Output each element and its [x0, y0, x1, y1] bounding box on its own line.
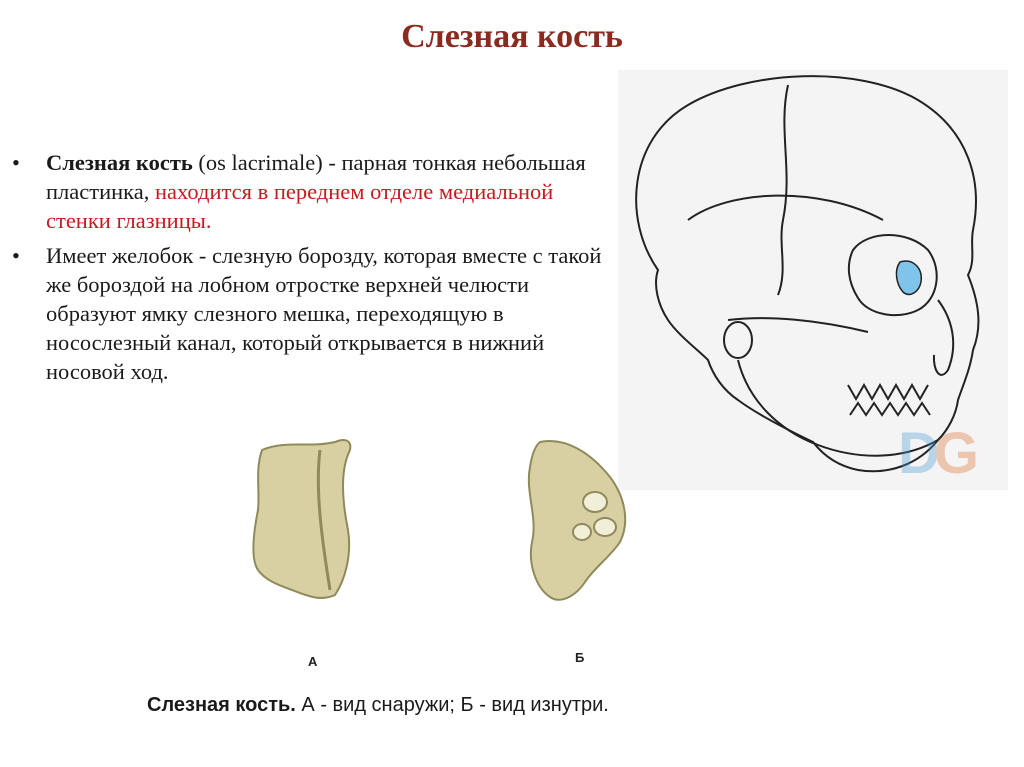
- term-bold: Слезная кость: [46, 150, 193, 175]
- lacrimal-bone-outer-view: [240, 430, 370, 610]
- location-highlight: находится в переднем отделе медиальной стенки глазницы.: [46, 179, 554, 233]
- lacrimal-bone-highlight: [896, 261, 921, 294]
- figure-label-b: Б: [575, 650, 585, 665]
- bullet-marker: •: [12, 243, 20, 268]
- watermark-logo: DG: [898, 421, 974, 486]
- bullet-item-definition: [10, 148, 610, 235]
- caption-bold: Слезная кость.: [147, 694, 296, 716]
- bone-b-cell-1: [583, 492, 607, 512]
- bone-b-cell-2: [594, 518, 616, 536]
- definition-text: (os lacrimale) - парная тонкая небольшая пластинка,: [46, 150, 586, 204]
- bone-b-cell-3: [573, 524, 591, 540]
- bullet-item-groove: [10, 241, 610, 386]
- lacrimal-bone-inner-view: [510, 432, 640, 612]
- bullet-marker: •: [12, 150, 20, 175]
- bone-a-shape: [253, 440, 350, 598]
- figure-caption: [147, 694, 609, 717]
- caption-rest: А - вид снаружи; Б - вид изнутри.: [295, 694, 609, 716]
- slide-title: Слезная кость: [401, 18, 623, 55]
- figure-label-a: А: [308, 654, 318, 669]
- bullet-list: [10, 148, 610, 392]
- groove-text: Имеет желобок - слезную борозду, которая вместе с такой же бороздой на лобном отростке верхней челюсти образуют ямку слезного мешка, переходящую в носослезный канал, который открывается в нижний носовой ход.: [46, 243, 602, 384]
